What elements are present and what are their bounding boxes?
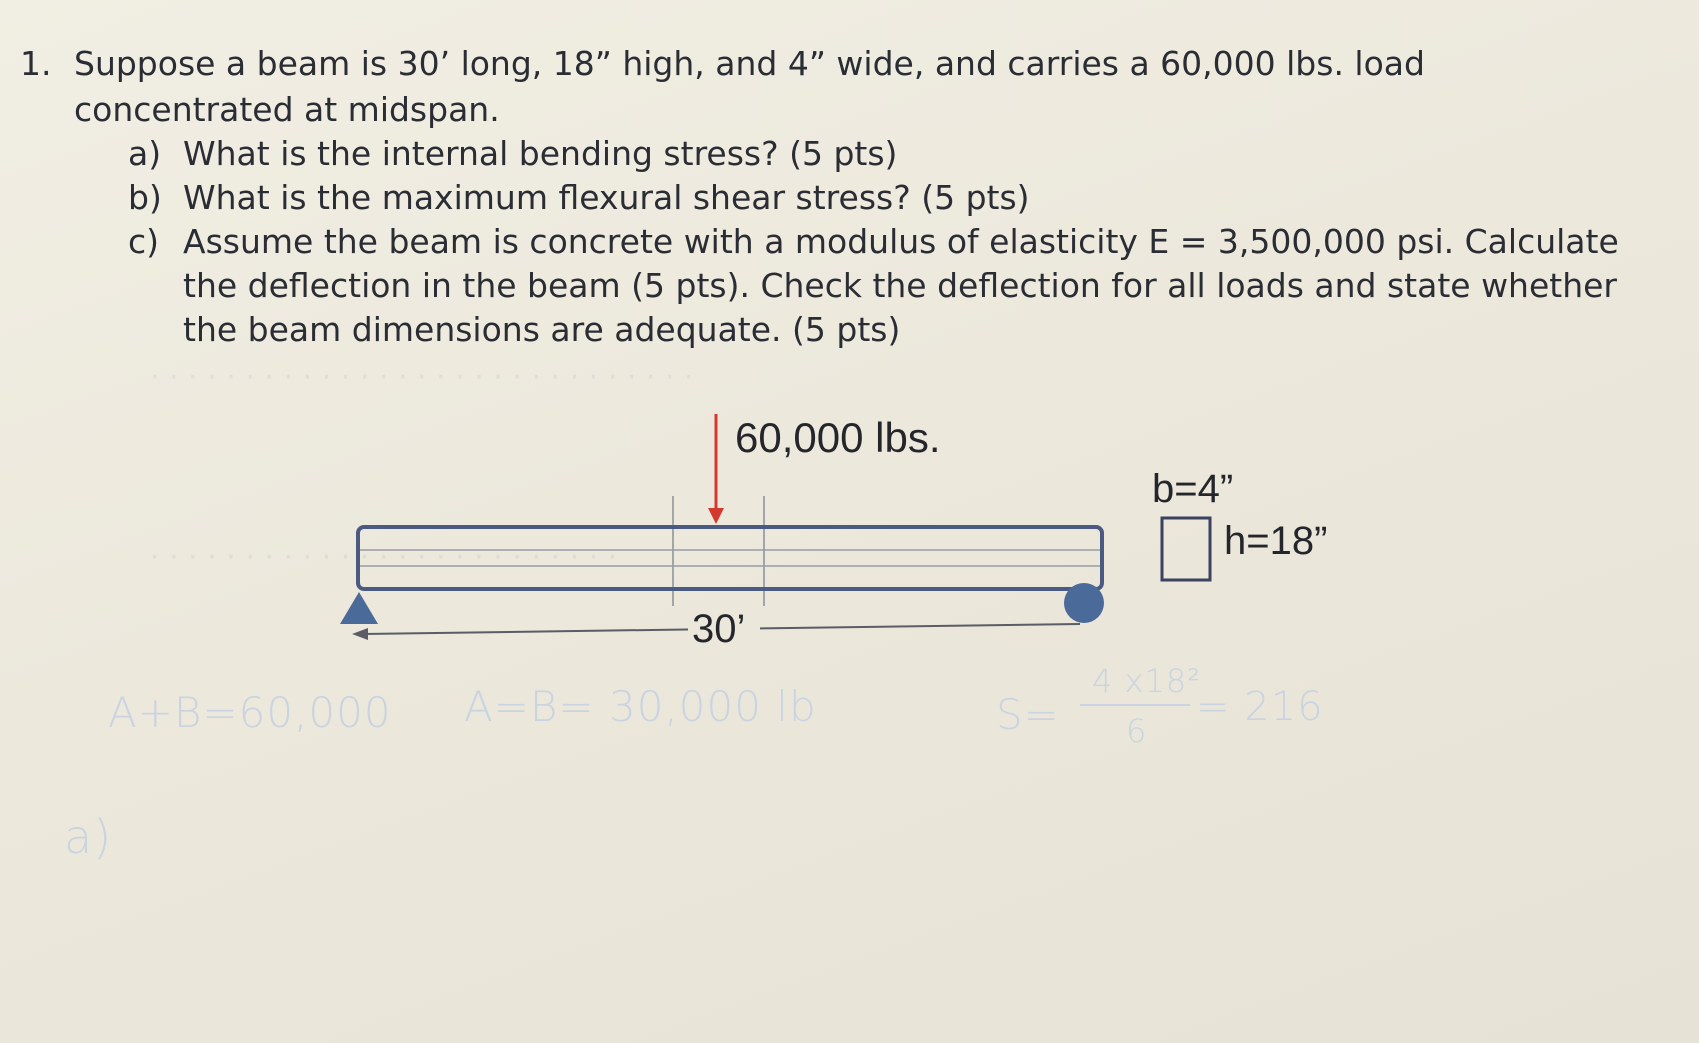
part-b-letter: b) — [128, 178, 162, 217]
beam-body — [358, 527, 1102, 589]
handwritten-section-modulus-lhs: S= — [996, 690, 1060, 739]
load-label: 60,000 lbs. — [735, 414, 941, 461]
roller-support-icon — [1064, 583, 1104, 623]
handwritten-part-a-label: a) — [64, 810, 113, 864]
handwritten-fraction-bar — [1080, 704, 1190, 706]
height-label: h=18” — [1224, 519, 1328, 563]
question-stem-line-2: concentrated at midspan. — [74, 90, 500, 129]
part-c-text-line-3: the beam dimensions are adequate. (5 pts) — [183, 310, 901, 349]
part-a-letter: a) — [128, 134, 162, 173]
span-arrow-left — [352, 628, 368, 640]
part-c-letter: c) — [128, 222, 160, 261]
handwritten-reaction-sum: A+B=60,000 — [108, 688, 392, 737]
pin-support-icon — [340, 592, 378, 624]
part-b-text: What is the maximum flexural shear stress? (5 pts) — [183, 178, 1030, 217]
handwritten-reaction-each: A=B= 30,000 lb — [464, 682, 817, 731]
handwritten-section-modulus-denominator: 6 — [1126, 712, 1148, 750]
handwritten-section-modulus-result: = 216 — [1196, 684, 1324, 730]
part-c-text-line-2: the deflection in the beam (5 pts). Check the deflection for all loads and state whether — [183, 266, 1618, 305]
handwritten-section-modulus-numerator: 4 x18² — [1092, 662, 1202, 700]
span-label: 30’ — [692, 607, 746, 651]
load-arrow-head — [708, 508, 724, 524]
part-c-text-line-1: Assume the beam is concrete with a modulus of elasticity E = 3,500,000 psi. Calculate — [183, 222, 1619, 261]
question-stem-line-1: Suppose a beam is 30’ long, 18” high, and 4” wide, and carries a 60,000 lbs. load — [74, 44, 1425, 83]
bleed-through-texture: · · · · · · · · · · · · · · · · · · · · · · · · · · · · · — [150, 360, 694, 395]
cross-section-rect — [1162, 518, 1210, 580]
width-label: b=4” — [1152, 467, 1234, 511]
question-number: 1. — [20, 44, 52, 83]
part-a-text: What is the internal bending stress? (5 pts) — [183, 134, 898, 173]
bleed-through-texture: · · · · · · · · · · · · · · · · · · · · · · · · · — [150, 540, 618, 575]
